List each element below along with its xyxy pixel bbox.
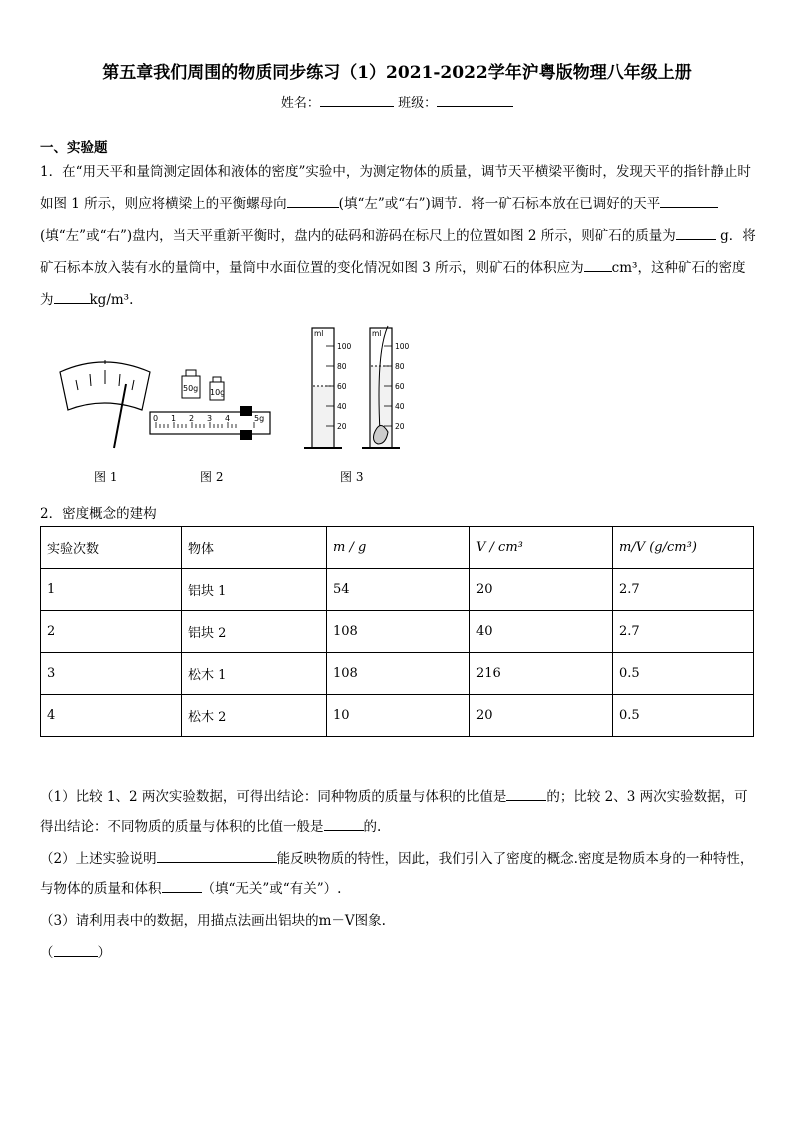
header-ratio: m/V (g/cm³): [613, 527, 754, 569]
table-row: [41, 695, 754, 737]
table-cell: 4: [41, 695, 182, 737]
table-cell: 40: [470, 611, 613, 653]
sub-question-2: [40, 844, 758, 904]
table-cell: 松木 2: [182, 695, 327, 737]
answer-line: [40, 938, 758, 968]
page-title: 第五章我们周围的物质同步练习（1）2021-2022学年沪粤版物理八年级上册: [102, 63, 692, 83]
sub2-text-c: （填“无关”或“有关”）.: [201, 881, 342, 897]
table-cell: 20: [470, 569, 613, 611]
figures-area: [40, 320, 440, 490]
cyl2-tick-20: 20: [395, 422, 405, 431]
cyl1-tick-60: 60: [337, 382, 347, 391]
q1-blank-5[interactable]: [54, 289, 90, 304]
scale-tick-1: 1: [171, 414, 177, 423]
name-label: 姓名：: [280, 96, 320, 111]
figure-2-weights-scale: [146, 364, 286, 454]
cyl2-tick-80: 80: [395, 362, 405, 371]
scale-tick-4: 4: [225, 414, 231, 423]
q1-blank-1[interactable]: [287, 193, 339, 208]
scale-tick-5: 5g: [254, 414, 265, 423]
sub-question-3: （3）请利用表中的数据，用描点法画出铝块的m－V图象.: [40, 913, 386, 929]
sub-question-1: [40, 782, 758, 842]
answer-blank[interactable]: [54, 942, 98, 957]
sub2-text-a: （2）上述实验说明: [40, 851, 157, 867]
sub2-blank-2[interactable]: [162, 878, 202, 893]
table-cell: 108: [327, 653, 470, 695]
table-cell: 3: [41, 653, 182, 695]
class-label: 班级：: [398, 96, 438, 111]
density-table: [40, 526, 754, 737]
sub2-blank-1[interactable]: [157, 848, 277, 863]
sub2-text-b: 能反映物质的特性，因此，我们引入了密度的概念.密度是物质本身的一种特性，与物体的质量和体积: [40, 851, 754, 897]
answer-open: （: [40, 945, 54, 961]
q1-blank-2[interactable]: [660, 193, 718, 208]
figure-3-label: 图 3: [340, 470, 364, 484]
question-1: [40, 156, 758, 316]
name-class-line: [0, 92, 794, 111]
figure-2-label: 图 2: [200, 470, 224, 484]
header-object: 物体: [182, 527, 327, 569]
weight-50g-label: 50g: [183, 384, 199, 393]
table-cell: 1: [41, 569, 182, 611]
table-cell: 108: [327, 611, 470, 653]
cyl1-tick-80: 80: [337, 362, 347, 371]
table-cell: 松木 1: [182, 653, 327, 695]
scale-tick-3: 3: [207, 414, 213, 423]
q1-text-3: (填“左”或“右”)盘内，当天平重新平衡时，盘内的砝码和游码在标尺上的位置如图 2 所示，则矿石的质量为: [40, 228, 676, 244]
table-cell: 54: [327, 569, 470, 611]
table-cell: 0.5: [613, 695, 754, 737]
q1-blank-3[interactable]: [676, 225, 716, 240]
q1-blank-4[interactable]: [584, 257, 612, 272]
cyl1-tick-40: 40: [337, 402, 347, 411]
table-row: [41, 611, 754, 653]
table-header-row: [41, 527, 754, 569]
scale-tick-0: 0: [153, 414, 159, 423]
q1-text-5: cm³，这种矿石的密度为: [40, 260, 746, 308]
table-row: [41, 653, 754, 695]
figure-1-label: 图 1: [94, 470, 118, 484]
sub1-blank-1[interactable]: [506, 786, 546, 801]
cyl1-unit: ml: [314, 329, 324, 338]
table-cell: 铝块 2: [182, 611, 327, 653]
answer-close: ）: [97, 945, 111, 961]
section-heading: 一、实验题: [40, 140, 108, 156]
table-row: [41, 569, 754, 611]
table-cell: 2.7: [613, 569, 754, 611]
q1-text-1: 1．在“用天平和量筒测定固体和液体的密度”实验中，为测定物体的质量，调节天平横梁平衡时，发现天平的指针静止时如图 1 所示，则应将横梁上的平衡螺母向: [40, 164, 751, 212]
header-trial: 实验次数: [41, 527, 182, 569]
cyl1-tick-20: 20: [337, 422, 347, 431]
table-cell: 0.5: [613, 653, 754, 695]
cyl2-tick-100: 100: [395, 342, 410, 351]
cyl2-unit: ml: [372, 329, 382, 338]
q1-text-4: g．将矿石标本放入装有水的量筒中，量筒中水面位置的变化情况如图 3 所示，则矿石的体积应为: [40, 228, 756, 276]
cyl1-tick-100: 100: [337, 342, 352, 351]
cyl2-tick-40: 40: [395, 402, 405, 411]
sub1-text-a: （1）比较 1、2 两次实验数据，可得出结论：同种物质的质量与体积的比值是: [40, 789, 507, 805]
table-cell: 2: [41, 611, 182, 653]
q1-text-6: kg/m³.: [89, 292, 134, 308]
header-mass: m / g: [327, 527, 470, 569]
sub1-text-b: 的；比较 2、3 两次实验数据，可得出结论：不同物质的质量与体积的比值一般是: [40, 789, 748, 835]
table-cell: 216: [470, 653, 613, 695]
scale-tick-2: 2: [189, 414, 195, 423]
sub1-text-c: 的.: [363, 819, 382, 835]
header-volume: V / cm³: [470, 527, 613, 569]
class-blank[interactable]: [437, 94, 513, 107]
table-cell: 20: [470, 695, 613, 737]
table-cell: 铝块 1: [182, 569, 327, 611]
cyl2-tick-60: 60: [395, 382, 405, 391]
weight-10g-label: 10g: [210, 388, 226, 397]
q1-text-2: (填“左”或“右”)调节．将一矿石标本放在已调好的天平: [338, 196, 661, 212]
name-blank[interactable]: [320, 94, 394, 107]
table-cell: 10: [327, 695, 470, 737]
sub1-blank-2[interactable]: [324, 816, 364, 831]
table-cell: 2.7: [613, 611, 754, 653]
question-2-title: 2．密度概念的建构: [40, 506, 157, 522]
figure-3-cylinders: [300, 322, 430, 472]
